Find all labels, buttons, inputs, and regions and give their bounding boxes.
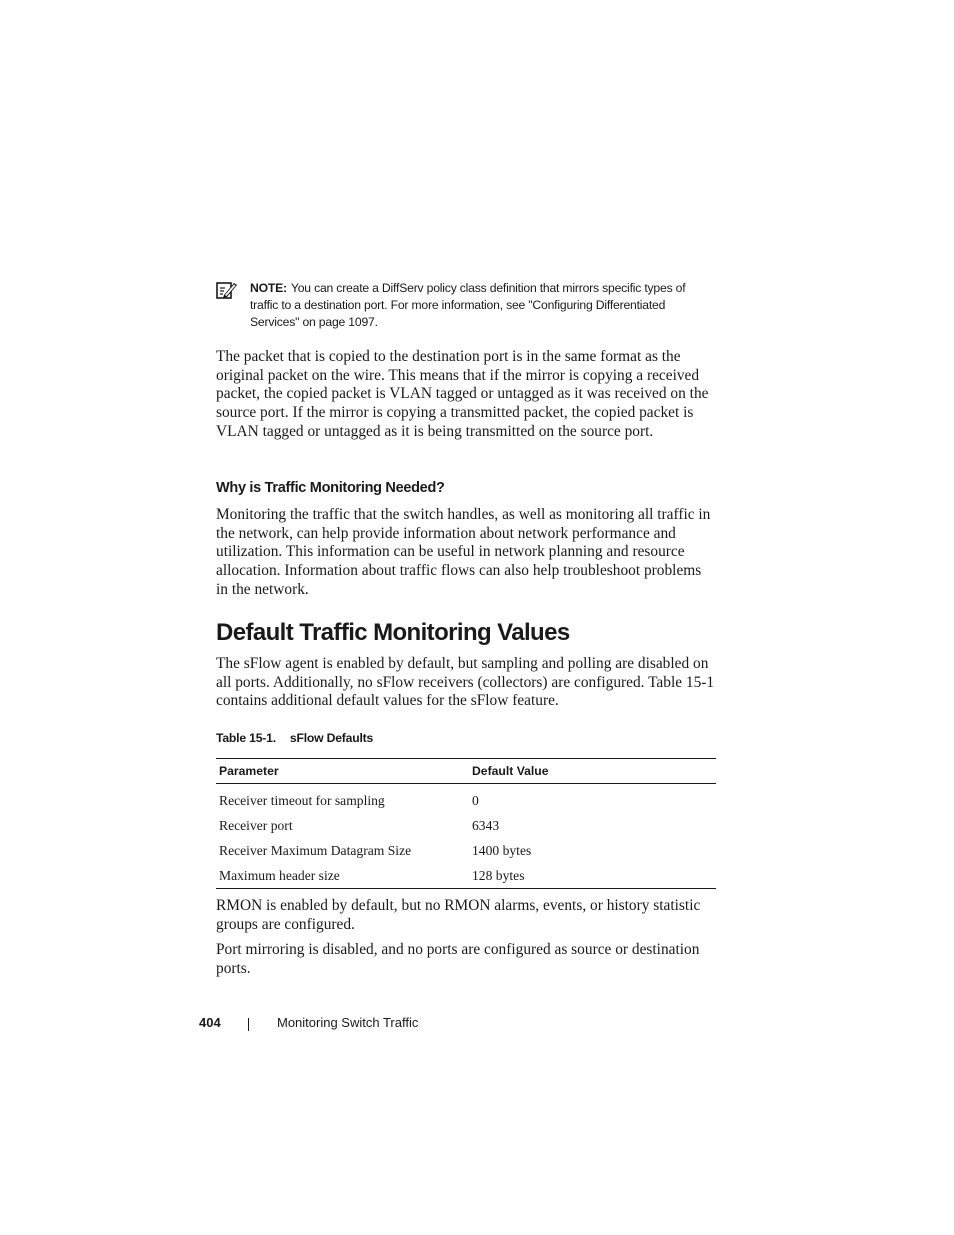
table-cell-value: 1400 bytes (472, 842, 532, 858)
pencil-note-icon (216, 280, 238, 300)
note-text-block (250, 280, 716, 330)
body-paragraph-monitoring-benefits: Monitoring the traffic that the switch handles, as well as monitoring all traffic in the network, can help provide information about network performance and utilization. This information can be useful in network planning and resource allocation. Information about traffic flows can also help troubleshoot problems in the network. (216, 506, 711, 598)
body-paragraph-sflow-defaults: The sFlow agent is enabled by default, but sampling and polling are disabled on all ports. Additionally, no sFlow receivers (collectors) are configured. Table 15-1 contains additional default values for the sFlow feature. (216, 655, 715, 710)
body-paragraph-port-mirroring: Port mirroring is disabled, and no ports are configured as source or destination ports. (216, 941, 700, 977)
table-row (216, 838, 716, 863)
sflow-defaults-table (216, 758, 716, 889)
note-block (216, 280, 716, 330)
table-caption-title: sFlow Defaults (289, 731, 374, 745)
body-paragraph-packet-format: The packet that is copied to the destination port is in the same format as the original packet on the wire. This means that if the mirror is copying a received packet, the copied packet is VLAN tagged or untagged as it was received on the source port. If the mirror is copying a transmitted packet, the copied packet is VLAN tagged or untagged as it is being transmitted on the source port. (216, 348, 709, 440)
table-caption (216, 731, 373, 745)
footer-section-title: Monitoring Switch Traffic (277, 1015, 419, 1030)
note-label: NOTE: (250, 281, 287, 295)
table-cell-value: 128 bytes (469, 863, 716, 889)
section-heading-why-monitoring: Why is Traffic Monitoring Needed? (216, 480, 445, 496)
column-header-parameter: Parameter (216, 759, 469, 784)
table-cell-parameter: Maximum header size (216, 863, 469, 889)
table-caption-number: Table 15-1. (216, 731, 276, 745)
note-body: You can create a DiffServ policy class definition that mirrors specific types of traffic to a destination port. For more information, see "Configuring Differentiated Services" on page 1097. (250, 281, 686, 329)
footer-divider (248, 1018, 249, 1031)
table-cell-parameter: Receiver timeout for sampling (219, 792, 385, 808)
page-title-default-values: Default Traffic Monitoring Values (216, 619, 570, 646)
table-cell-parameter: Receiver Maximum Datagram Size (219, 842, 412, 858)
table-cell-value: 0 (472, 792, 479, 808)
column-header-default-value: Default Value (469, 759, 716, 784)
table-row (216, 784, 716, 814)
table-header-row (216, 759, 716, 784)
page-number: 404 (199, 1015, 221, 1030)
table-row (216, 813, 716, 838)
table-cell-parameter: Receiver port (219, 817, 293, 833)
table-cell-value: 6343 (472, 817, 500, 833)
table-row (216, 863, 716, 889)
body-paragraph-rmon: RMON is enabled by default, but no RMON alarms, events, or history statistic groups are configured. (216, 897, 701, 933)
